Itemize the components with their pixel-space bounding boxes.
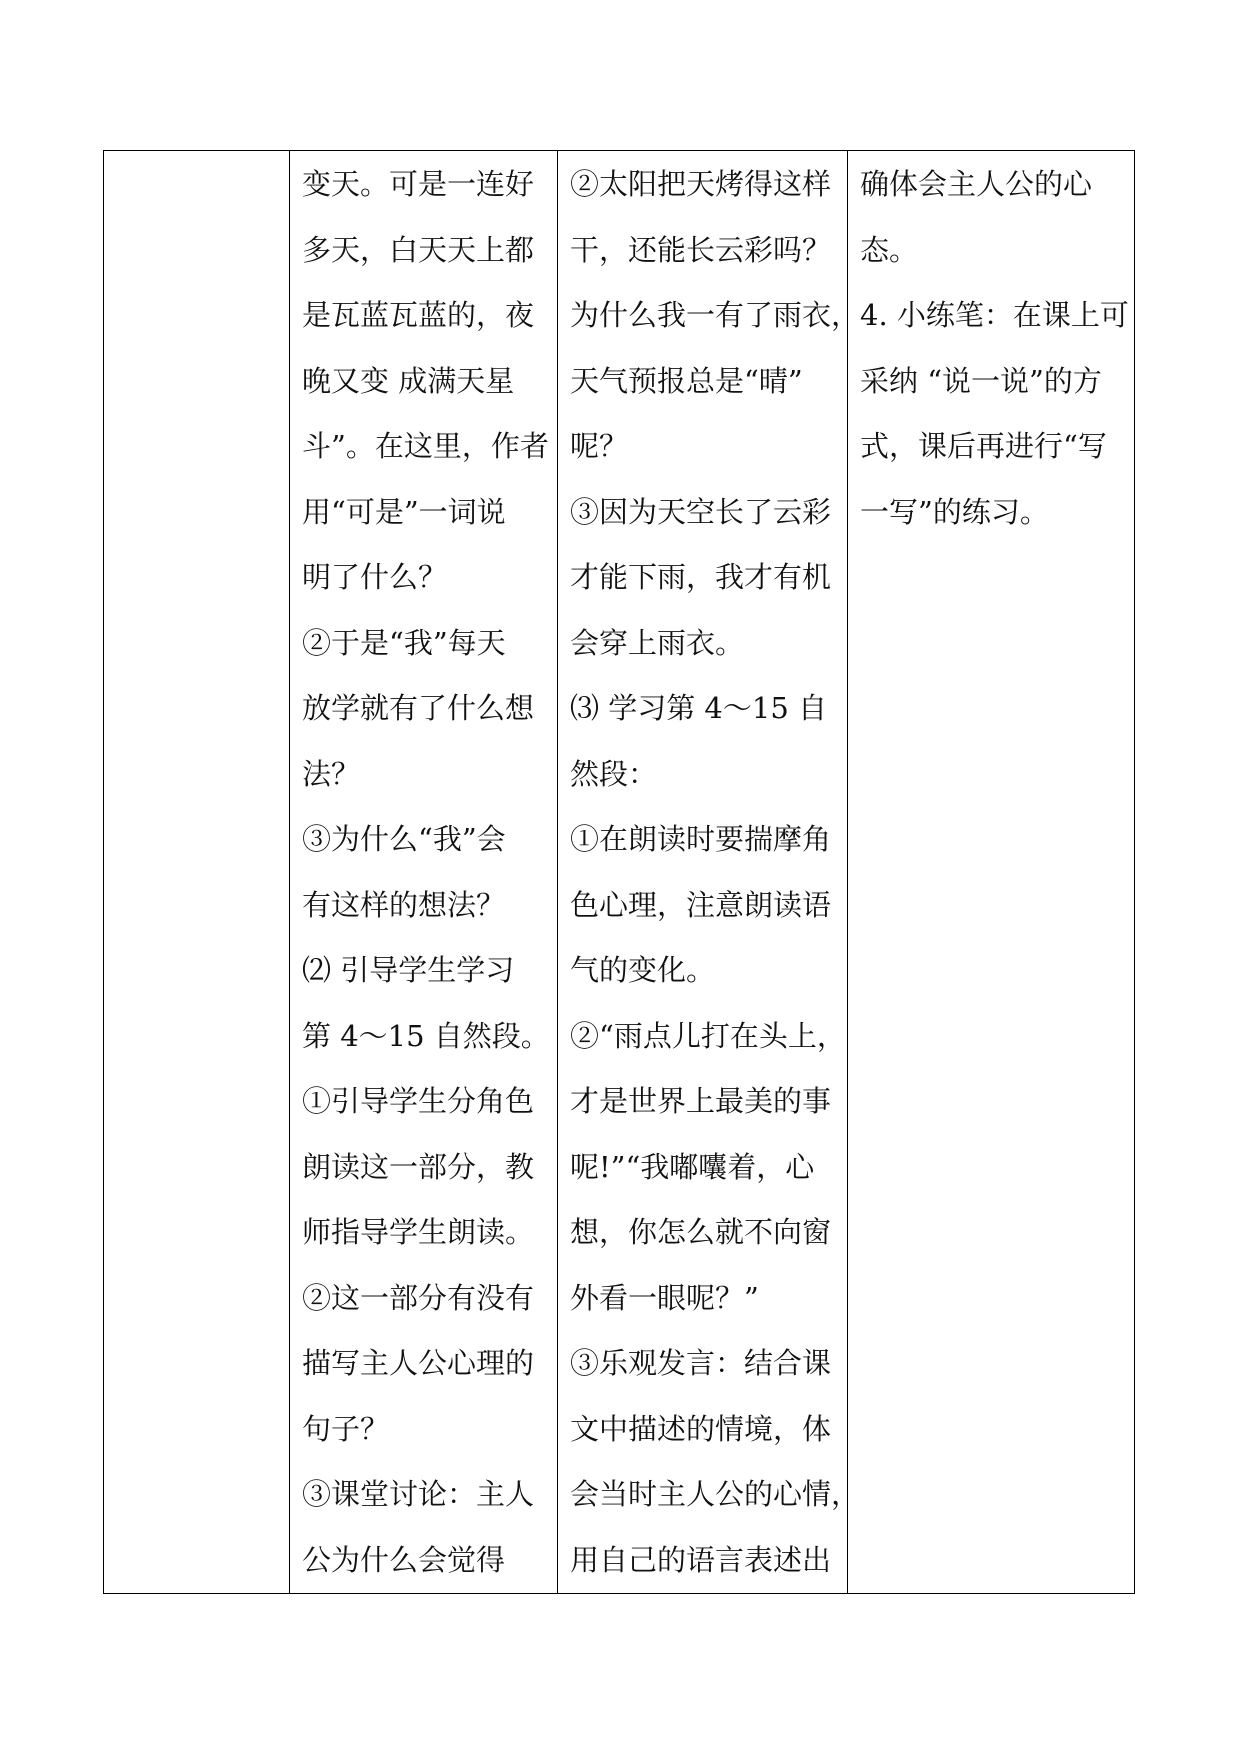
text-line: 法？ [302, 756, 361, 791]
text-line: ⑶ 学习第 4～15 自 [570, 691, 828, 725]
text-line: 4. 小练笔：在课上可 [860, 298, 1129, 332]
text-line: 才能下雨，我才有机 [570, 560, 832, 594]
text-line: 变天。可是一连好 [302, 167, 535, 201]
text-line: ①引导学生分角色 [302, 1084, 535, 1118]
text-line: 描写主人公心理的 [302, 1346, 535, 1380]
text-line: 句子？ [302, 1411, 390, 1446]
text-line: 公为什么会觉得 [302, 1542, 506, 1577]
text-line: 斗”。在这里，作者 [302, 429, 549, 463]
text-line: 第 4～15 自然段。 [302, 1018, 550, 1053]
text-line: 干，还能长云彩吗？ [570, 232, 832, 267]
text-line: 晚又变 成满天星 [302, 363, 515, 398]
text-line: 外看一眼呢？” [570, 1280, 759, 1315]
text-line: ②于是“我”每天 [302, 625, 506, 660]
text-line: 朗读这一部分，教 [302, 1149, 535, 1184]
text-line: ①在朗读时要揣摩角 [570, 822, 832, 856]
text-line: 才是世界上最美的事 [570, 1084, 832, 1118]
text-line: 放学就有了什么想 [302, 691, 535, 725]
text-line: ③因为天空长了云彩 [570, 494, 832, 529]
text-line: 是瓦蓝瓦蓝的，夜 [302, 298, 535, 332]
text-line: ⑵ 引导学生学习 [302, 953, 515, 987]
table-cell-section [104, 151, 290, 1594]
text-line: 师指导学生朗读。 [302, 1215, 535, 1249]
text-line: 色心理，注意朗读语 [570, 887, 832, 922]
text-line: 明了什么？ [302, 560, 448, 594]
text-line: 为什么我一有了雨衣， [570, 298, 861, 332]
text-line: ③课堂讨论：主人 [302, 1477, 535, 1511]
text-line: 气的变化。 [570, 953, 716, 987]
text-line: 然段： [570, 756, 658, 791]
text-line: 态。 [860, 232, 919, 267]
text-line: 用“可是”一词说 [302, 494, 506, 529]
text-line: ③为什么“我”会 [302, 822, 506, 856]
text-line: 多天，白天天上都 [302, 232, 535, 267]
text-line: 采纳 “说一说”的方 [860, 363, 1102, 398]
lesson-plan-table [103, 150, 1135, 1594]
table-row [104, 151, 1135, 1594]
text-line: 确体会主人公的心 [860, 167, 1093, 201]
text-line: 天气预报总是“晴” [570, 363, 803, 398]
text-line: 会当时主人公的心情， [570, 1477, 861, 1511]
text-line: 一写”的练习。 [860, 494, 1049, 529]
text-line: 式，课后再进行“写 [860, 429, 1107, 463]
text-line: 呢？ [570, 429, 629, 463]
text-line: 文中描述的情境，体 [570, 1411, 832, 1446]
text-line: 用自己的语言表述出 [570, 1542, 832, 1577]
text-line: ②“雨点儿打在头上， [570, 1018, 846, 1053]
text-line: 想，你怎么就不向窗 [570, 1215, 832, 1249]
text-line: ②这一部分有没有 [302, 1280, 535, 1315]
text-line: ②太阳把天烤得这样 [570, 167, 832, 201]
table-cell-teacher-activity [290, 151, 558, 1594]
table-cell-design-intent [848, 151, 1135, 1594]
text-line: 呢!”“我嘟囔着，心 [570, 1149, 815, 1184]
text-line: ③乐观发言：结合课 [570, 1346, 832, 1380]
text-line: 会穿上雨衣。 [570, 625, 745, 660]
table-cell-student-activity [558, 151, 861, 1594]
text-line: 有这样的想法？ [302, 887, 506, 922]
